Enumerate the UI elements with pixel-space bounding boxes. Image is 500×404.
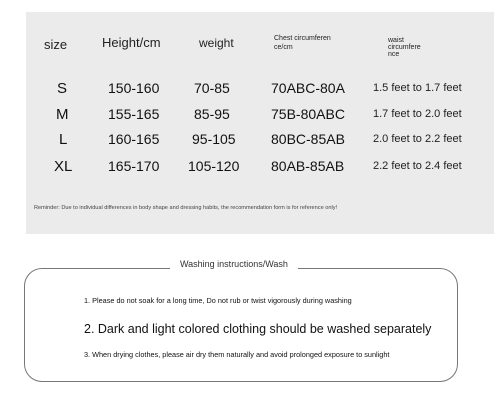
row-l-chest: 80BC-85AB <box>271 131 345 147</box>
row-xl-height: 165-170 <box>108 158 160 174</box>
row-s-weight: 70-85 <box>194 80 230 96</box>
row-xl-waist: 2.2 feet to 2.4 feet <box>373 160 462 172</box>
header-chest-line2: ce/cm <box>274 44 293 51</box>
row-xl-chest: 80AB-85AB <box>271 158 345 174</box>
wash-item-3: 3. When drying clothes, please air dry them naturally and avoid prolonged exposure to sunlight <box>84 350 390 359</box>
washing-title: Washing instructions/Wash <box>170 259 298 269</box>
row-s-waist: 1.5 feet to 1.7 feet <box>373 82 462 94</box>
header-waist-line2: circumfere <box>388 44 421 51</box>
row-m-weight: 85-95 <box>194 106 230 122</box>
row-xl-size: XL <box>54 158 73 175</box>
reminder-note: Reminder: Due to individual differences in body shape and dressing habits, the recommendation form is for reference only! <box>34 205 338 211</box>
row-m-waist: 1.7 feet to 2.0 feet <box>373 108 462 120</box>
wash-item-2: 2. Dark and light colored clothing should be washed separately <box>84 322 432 336</box>
row-s-size: S <box>57 80 68 97</box>
header-weight: weight <box>199 36 234 50</box>
header-size: size <box>44 37 68 52</box>
row-s-height: 150-160 <box>108 80 160 96</box>
wash-item-1: 1. Please do not soak for a long time, Do not rub or twist vigorously during washing <box>84 296 352 305</box>
header-height: Height/cm <box>102 35 161 50</box>
row-m-height: 155-165 <box>108 106 160 122</box>
header-chest-line1: Chest circumferen <box>274 35 331 42</box>
row-l-weight: 95-105 <box>192 131 236 147</box>
row-l-size: L <box>59 131 68 148</box>
row-s-chest: 70ABC-80A <box>271 80 345 96</box>
row-m-size: M <box>56 106 69 123</box>
header-waist-line1: waist <box>388 37 404 44</box>
size-chart-panel <box>26 12 494 234</box>
header-waist-line3: nce <box>388 51 400 58</box>
row-xl-weight: 105-120 <box>188 158 240 174</box>
row-m-chest: 75B-80ABC <box>271 106 345 122</box>
row-l-waist: 2.0 feet to 2.2 feet <box>373 133 462 145</box>
row-l-height: 160-165 <box>108 131 160 147</box>
